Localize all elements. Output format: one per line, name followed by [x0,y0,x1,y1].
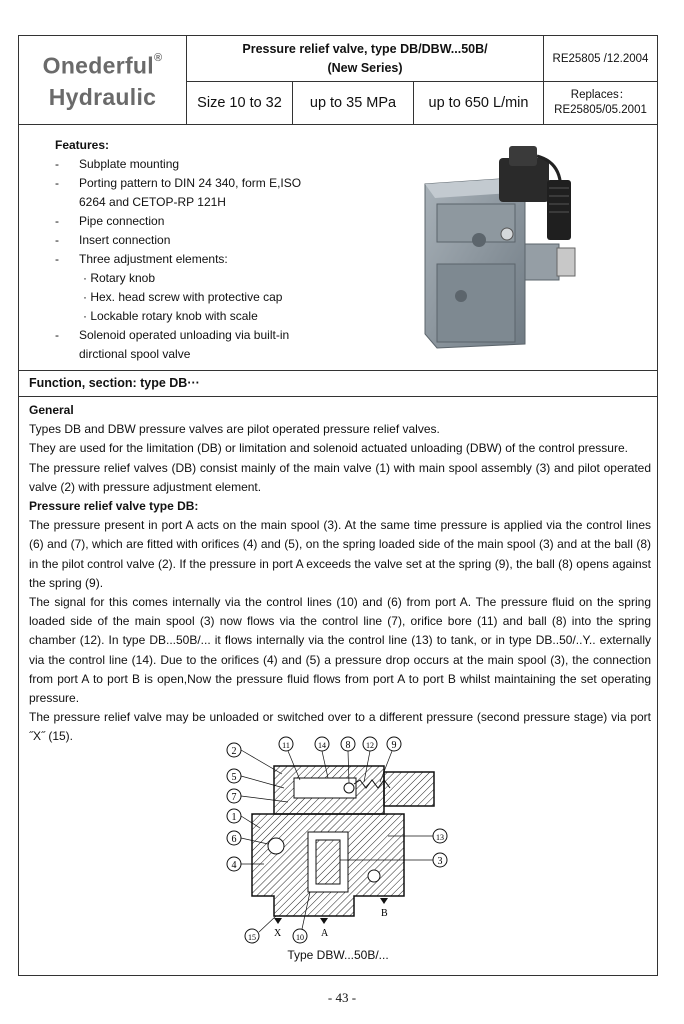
page-number: - 43 - [327,990,357,1005]
port-label-x: X [274,928,282,939]
drawing-caption: Type DBW...50B/... [287,948,389,962]
brand-registered-mark: ® [153,52,163,65]
revision-box [543,36,657,124]
features-heading: Features: [55,138,110,152]
paragraph: The pressure relief valve may be unloaded or switched over to a different pressure (second pressure stage) via port ˝X˝ (15). [29,710,651,744]
function-heading: Function, section: type DB··· [19,370,657,397]
svg-text:14: 14 [318,741,326,750]
brand-line2: Hydraulic [48,83,157,110]
svg-text:15: 15 [248,933,256,942]
svg-text:8: 8 [345,740,351,751]
valve-photo [397,144,585,352]
spec-pressure: up to 35 MPa [293,82,414,124]
body-text [29,401,651,747]
brand-logo [19,36,187,124]
svg-text:11: 11 [282,741,290,750]
callout-15 [245,916,276,943]
svg-text:10: 10 [296,933,304,942]
svg-text:9: 9 [391,740,397,751]
spec-row [187,82,543,124]
document-title [187,36,543,82]
general-heading: General [29,403,74,417]
feature-item: - Insert connection [55,233,171,247]
title-line1: Pressure relief valve, type DB/DBW...50B/ [242,42,488,56]
doc-number: RE25805 /12.2004 [544,36,657,82]
feature-item: - Subplate mounting [55,157,180,171]
replaces-label: Replaces： [570,89,631,101]
paragraph: The signal for this comes internally via the control lines (10) and (6) from port A. The pressure fluid on the spring loaded side of the main spool (3) now flows via the control line (7), orifice bore (11) and ball (8) into the spring chamber (12). In type DB...50B/... it flows internally via the control line (13) to tank, or in type DB..50/..Y.. externally via the control line (14). Due to the orifices (4) and (5) a pressure drop occurs at the main spool (3), the connection from port A to port B is open,Now the pressure fluid flows from port A to port B whilst maintaining the set operating pressure. [29,595,651,706]
paragraph: They are used for the limitation (DB) or limitation and solenoid actuated unloading (DBW) of the control pressure. [29,441,628,456]
paragraph: The pressure relief valves (DB) consist mainly of the main valve (1) with main spool assembly (3) and pilot operated valve (2) with pressure adjustment element. [29,460,651,494]
svg-text:12: 12 [366,741,374,750]
header-table [19,36,657,125]
svg-text:13: 13 [436,833,444,842]
svg-text:7: 7 [231,792,237,803]
features-list [55,136,329,364]
brand-line1: Onederful [42,52,154,79]
replaces-block [544,82,657,124]
page-frame [18,35,658,976]
features-section [19,124,657,371]
feature-item: - Pipe connection [55,214,165,228]
port-label-b: B [381,908,388,919]
db-heading: Pressure relief valve type DB: [29,499,199,514]
section-drawing [204,736,454,946]
paragraph: Types DB and DBW pressure valves are pilot operated pressure relief valves. [29,422,440,437]
svg-text:1: 1 [231,812,237,823]
paragraph: The pressure present in port A acts on the main spool (3). At the same time pressure is applied via the control lines (6) and (7), which are fitted with orifices (4) and (5), on the spring loaded side of the main spool (3) and at the ball (8) in the pilot control valve (2). If the pressure in port A exceeds the valve set at the spring (9), the ball (8) opens against the spring (9). [29,518,651,590]
replaces-value: RE25805/05.2001 [554,104,647,116]
svg-text:4: 4 [231,860,237,871]
svg-text:2: 2 [231,746,237,757]
feature-item: - Three adjustment elements: [55,252,228,266]
svg-text:5: 5 [231,772,237,783]
svg-text:6: 6 [231,834,237,845]
feature-item: - Porting pattern to DIN 24 340, form E,ISO 6264 and CETOP-RP 121H [55,176,302,209]
feature-sub-item: · Lockable rotary knob with scale [83,309,258,323]
feature-sub-item: · Rotary knob [83,271,156,285]
svg-text:3: 3 [437,856,443,867]
port-label-a: A [321,928,329,939]
spec-size: Size 10 to 32 [187,82,293,124]
feature-sub-item: · Hex. head screw with protective cap [83,290,283,304]
title-line2: (New Series) [327,61,403,75]
feature-item: - Solenoid operated unloading via built-in dirctional spool valve [55,328,290,361]
spec-flow: up to 650 L/min [428,95,529,111]
